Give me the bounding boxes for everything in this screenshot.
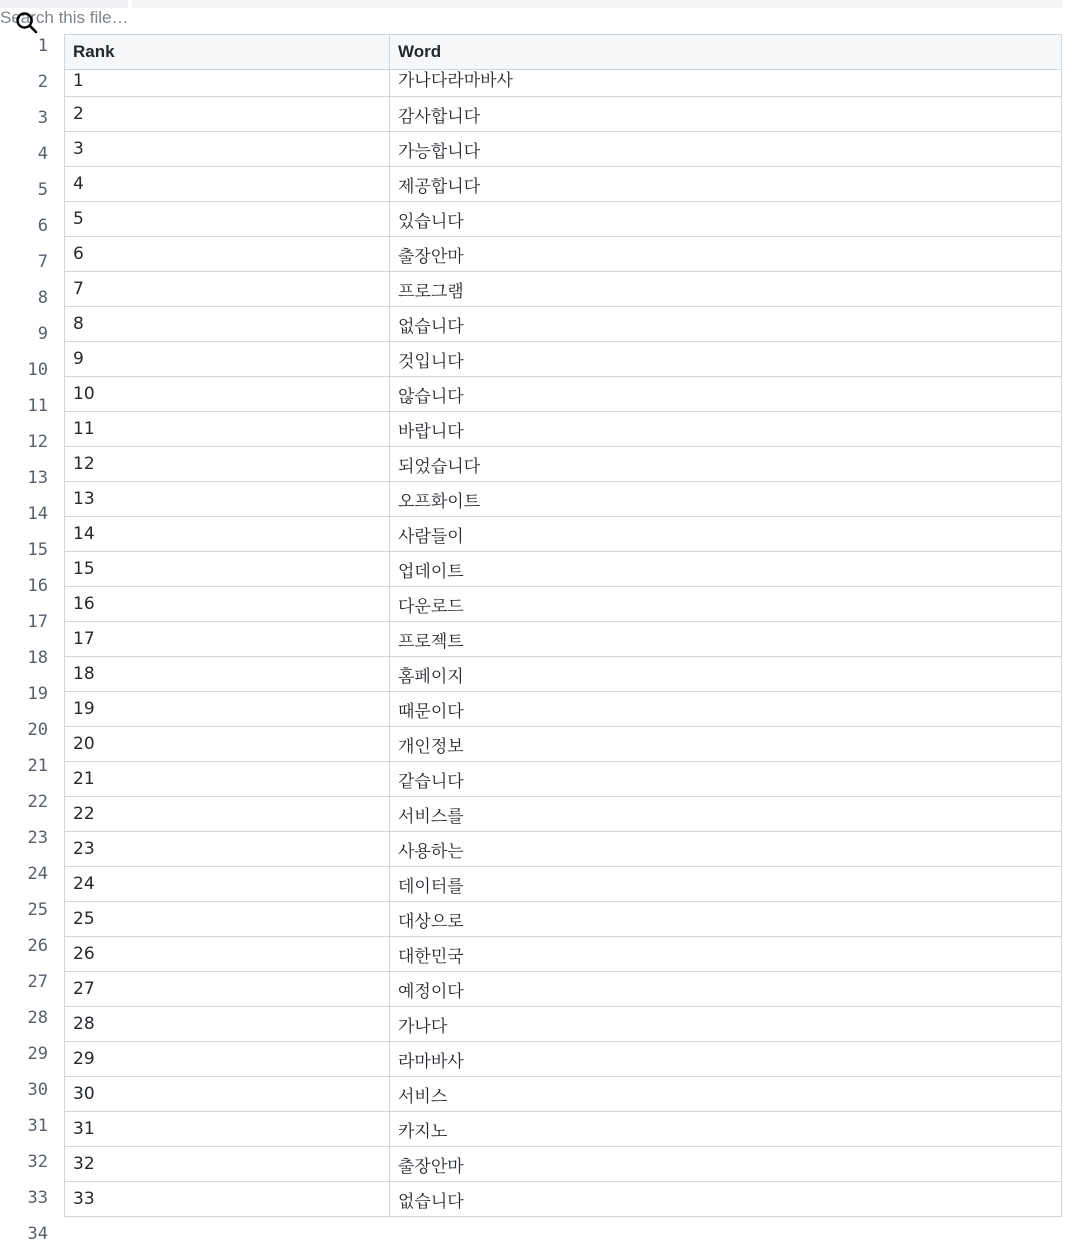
table-row	[65, 1077, 1062, 1112]
rank-cell: 30	[65, 1077, 390, 1112]
line-number[interactable]: 27	[27, 972, 48, 992]
word-cell: 되었습니다	[390, 447, 1062, 482]
table-row	[65, 727, 1062, 762]
line-number[interactable]: 25	[27, 900, 48, 920]
word-cell: 오프화이트	[390, 482, 1062, 517]
table-row	[65, 692, 1062, 727]
line-number[interactable]: 1	[37, 36, 48, 56]
rank-cell: 23	[65, 832, 390, 867]
rank-cell: 32	[65, 1147, 390, 1182]
rank-cell: 18	[65, 657, 390, 692]
rank-cell: 25	[65, 902, 390, 937]
table-row	[65, 587, 1062, 622]
word-cell: 카지노	[390, 1112, 1062, 1147]
rank-cell: 4	[65, 167, 390, 202]
line-number[interactable]: 24	[27, 864, 48, 884]
rank-cell: 21	[65, 762, 390, 797]
table-row	[65, 447, 1062, 482]
word-cell: 예정이다	[390, 972, 1062, 1007]
column-header-rank: Rank	[65, 35, 390, 70]
column-header-word: Word	[390, 35, 1062, 70]
table-row	[65, 552, 1062, 587]
table-row	[65, 272, 1062, 307]
table-row	[65, 1112, 1062, 1147]
line-number[interactable]: 8	[37, 288, 48, 308]
rank-cell: 26	[65, 937, 390, 972]
table-row	[65, 482, 1062, 517]
rank-cell: 17	[65, 622, 390, 657]
data-table	[64, 34, 1062, 1217]
table-row	[65, 762, 1062, 797]
table-row	[65, 97, 1062, 132]
line-number[interactable]: 3	[37, 108, 48, 128]
table-row	[65, 167, 1062, 202]
rank-cell: 9	[65, 342, 390, 377]
word-cell: 것입니다	[390, 342, 1062, 377]
rank-cell: 2	[65, 97, 390, 132]
table-row	[65, 70, 1062, 97]
rank-cell: 29	[65, 1042, 390, 1077]
line-number[interactable]: 32	[27, 1152, 48, 1172]
line-number[interactable]: 34	[27, 1224, 48, 1244]
table-body	[65, 70, 1062, 1217]
word-cell: 사용하는	[390, 832, 1062, 867]
word-cell: 출장안마	[390, 237, 1062, 272]
table-row	[65, 657, 1062, 692]
word-cell: 있습니다	[390, 202, 1062, 237]
word-cell: 대상으로	[390, 902, 1062, 937]
word-cell: 때문이다	[390, 692, 1062, 727]
line-number[interactable]: 15	[27, 540, 48, 560]
table-row	[65, 622, 1062, 657]
rank-cell: 13	[65, 482, 390, 517]
rank-cell: 19	[65, 692, 390, 727]
table-row	[65, 972, 1062, 1007]
table-row	[65, 1042, 1062, 1077]
table-row	[65, 412, 1062, 447]
search-input[interactable]	[0, 4, 700, 32]
rank-cell: 15	[65, 552, 390, 587]
word-cell: 홈페이지	[390, 657, 1062, 692]
table-row	[65, 342, 1062, 377]
word-cell: 다운로드	[390, 587, 1062, 622]
table-row	[65, 797, 1062, 832]
word-cell: 감사합니다	[390, 97, 1062, 132]
line-number[interactable]: 9	[37, 324, 48, 344]
line-number[interactable]: 2	[37, 72, 48, 92]
table-row	[65, 237, 1062, 272]
rank-cell: 1	[65, 70, 390, 97]
rank-cell: 5	[65, 202, 390, 237]
line-number[interactable]: 7	[37, 252, 48, 272]
rank-cell: 14	[65, 517, 390, 552]
line-number[interactable]: 11	[27, 396, 48, 416]
table-row	[65, 867, 1062, 902]
rank-cell: 24	[65, 867, 390, 902]
word-cell: 대한민국	[390, 937, 1062, 972]
rank-cell: 7	[65, 272, 390, 307]
word-cell: 서비스	[390, 1077, 1062, 1112]
line-number[interactable]: 18	[27, 648, 48, 668]
rank-cell: 28	[65, 1007, 390, 1042]
table-row	[65, 517, 1062, 552]
rank-cell: 22	[65, 797, 390, 832]
rank-cell: 6	[65, 237, 390, 272]
rank-cell: 31	[65, 1112, 390, 1147]
table-row	[65, 202, 1062, 237]
line-number[interactable]: 33	[27, 1188, 48, 1208]
line-number-gutter	[0, 30, 56, 1254]
table-row	[65, 832, 1062, 867]
word-cell: 같습니다	[390, 762, 1062, 797]
word-cell: 출장안마	[390, 1147, 1062, 1182]
rank-cell: 10	[65, 377, 390, 412]
line-number[interactable]: 26	[27, 936, 48, 956]
word-cell: 가나다	[390, 1007, 1062, 1042]
line-number[interactable]: 5	[37, 180, 48, 200]
table-row	[65, 902, 1062, 937]
line-number[interactable]: 21	[27, 756, 48, 776]
rank-cell: 16	[65, 587, 390, 622]
table-row	[65, 377, 1062, 412]
word-cell: 라마바사	[390, 1042, 1062, 1077]
word-cell: 서비스를	[390, 797, 1062, 832]
line-number[interactable]: 16	[27, 576, 48, 596]
rank-cell: 3	[65, 132, 390, 167]
line-number[interactable]: 12	[27, 432, 48, 452]
line-number[interactable]: 29	[27, 1044, 48, 1064]
line-number[interactable]: 4	[37, 144, 48, 164]
line-number[interactable]: 14	[27, 504, 48, 524]
table-header-row	[65, 35, 1062, 70]
word-cell: 프로젝트	[390, 622, 1062, 657]
rank-cell: 33	[65, 1182, 390, 1217]
line-number[interactable]: 17	[27, 612, 48, 632]
word-cell: 사람들이	[390, 517, 1062, 552]
word-cell: 업데이트	[390, 552, 1062, 587]
line-number[interactable]: 6	[37, 216, 48, 236]
table-row	[65, 1147, 1062, 1182]
search-bar	[0, 0, 1062, 36]
word-cell: 가능합니다	[390, 132, 1062, 167]
rank-cell: 12	[65, 447, 390, 482]
line-number[interactable]: 13	[27, 468, 48, 488]
line-number[interactable]: 28	[27, 1008, 48, 1028]
line-number[interactable]: 19	[27, 684, 48, 704]
word-cell: 가나다라마바사	[390, 70, 1062, 97]
word-cell: 바랍니다	[390, 412, 1062, 447]
line-number[interactable]: 23	[27, 828, 48, 848]
word-cell: 없습니다	[390, 1182, 1062, 1217]
line-number[interactable]: 31	[27, 1116, 48, 1136]
line-number[interactable]: 20	[27, 720, 48, 740]
table-row	[65, 1007, 1062, 1042]
table-row	[65, 307, 1062, 342]
rank-cell: 8	[65, 307, 390, 342]
rank-cell: 27	[65, 972, 390, 1007]
rank-cell: 11	[65, 412, 390, 447]
word-cell: 제공합니다	[390, 167, 1062, 202]
word-cell: 프로그램	[390, 272, 1062, 307]
word-cell: 않습니다	[390, 377, 1062, 412]
line-number[interactable]: 22	[27, 792, 48, 812]
word-cell: 데이터를	[390, 867, 1062, 902]
table-row	[65, 1182, 1062, 1217]
table-row	[65, 937, 1062, 972]
rank-cell: 20	[65, 727, 390, 762]
table-row	[65, 132, 1062, 167]
line-number[interactable]: 10	[27, 360, 48, 380]
line-number[interactable]: 30	[27, 1080, 48, 1100]
word-cell: 없습니다	[390, 307, 1062, 342]
word-cell: 개인정보	[390, 727, 1062, 762]
